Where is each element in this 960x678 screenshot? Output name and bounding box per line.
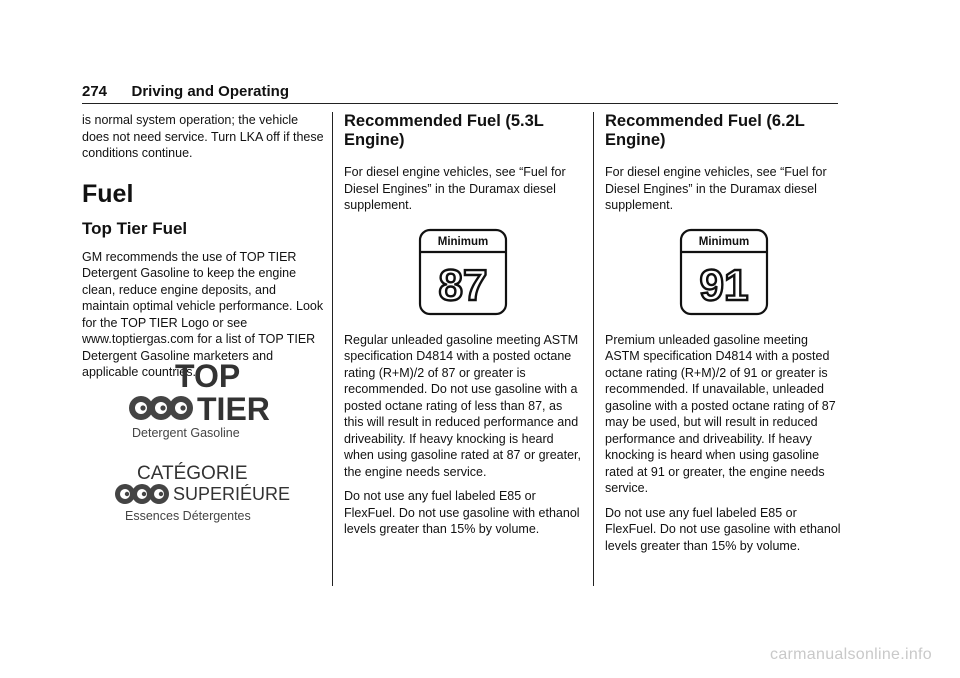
- logo-fr-subtitle: Essences Détergentes: [125, 509, 251, 523]
- logo-tier-text: TIER: [197, 391, 270, 427]
- fuel-5-3-para-2: Do not use any fuel labeled E85 or FlexFuel. Do not use gasoline with ethanol levels greater than 15% by volume.: [344, 489, 580, 536]
- fuel-6-2-para-1: Premium unleaded gasoline meeting ASTM specification D4814 with a posted octane rating (R+M)/2 of 91 or greater is recommended. If unavailable, unleaded gasoline with a posted octane rating of 87 may be used, but will result in reduced performance and driveability. If heavy knocking is heard when using gasoline rated at 91 or greater, the engine needs service.: [605, 332, 836, 495]
- watermark: carmanualsonline.info: [770, 646, 932, 663]
- top-tier-text: GM recommends the use of TOP TIER Detergent Gasoline to keep the engine clean, reduce engine deposits, and maintain optimal vehicle performance. Look for the TOP TIER Logo or see www.toptiergas.com for a list of TOP TIER Detergent Gasoline marketers and applicable countries.: [82, 249, 324, 379]
- logo-subtitle: Detergent Gasoline: [132, 426, 240, 440]
- logo-superieure-text: SUPERIÉURE: [173, 484, 291, 504]
- fuel-heading: Fuel: [82, 179, 134, 208]
- fuel-6-2-para-2: Do not use any fuel labeled E85 or FlexFuel. Do not use gasoline with ethanol levels greater than 15% by volume.: [605, 505, 841, 553]
- column-divider-2: [593, 112, 594, 586]
- badge-label: Minimum: [437, 235, 489, 248]
- categorie-superieure-logo: [113, 458, 303, 524]
- recommended-fuel-6-2-heading: Recommended Fuel (6.2L Engine): [605, 112, 805, 149]
- column-divider-1: [332, 112, 333, 586]
- diesel-note: For diesel engine vehicles, see “Fuel for Diesel Engines” in the Duramax diesel supplement.: [605, 165, 827, 212]
- octane-91-badge: [679, 228, 769, 316]
- logo-categorie-text: CATÉGORIE: [137, 463, 248, 484]
- top-tier-heading: Top Tier Fuel: [82, 218, 188, 238]
- top-tier-logo: [128, 358, 278, 442]
- page-number: 274: [82, 83, 108, 100]
- column-3: [605, 112, 843, 562]
- badge-label: Minimum: [698, 235, 750, 248]
- fuel-5-3-para-1: Regular unleaded gasoline meeting ASTM specification D4814 with a posted octane rating (R+M)/2 of 87 or greater is recommended. Do not use gasoline with a posted octane rating of less than 87, as this will result in reduced performance and driveability. If heavy knocking is heard when using gasoline rated at 87 or greater, the engine needs service.: [344, 332, 581, 479]
- header-divider: [82, 103, 838, 104]
- column-1: [82, 112, 324, 389]
- swirl-icon: [115, 484, 169, 504]
- page-header: [82, 83, 289, 103]
- diesel-note: For diesel engine vehicles, see “Fuel for Diesel Engines” in the Duramax diesel supplement.: [344, 165, 566, 212]
- column-2: [344, 112, 582, 546]
- recommended-fuel-5-3-heading: Recommended Fuel (5.3L Engine): [344, 112, 544, 149]
- swirl-icon: [129, 396, 193, 420]
- badge-value: 91: [699, 260, 749, 310]
- continued-text: is normal system operation; the vehicle does not need service. Turn LKA off if these conditions continue.: [82, 113, 324, 160]
- logo-top-text: TOP: [175, 358, 241, 394]
- octane-87-badge: [418, 228, 508, 316]
- badge-value: 87: [438, 260, 488, 310]
- section-title: Driving and Operating: [131, 83, 289, 100]
